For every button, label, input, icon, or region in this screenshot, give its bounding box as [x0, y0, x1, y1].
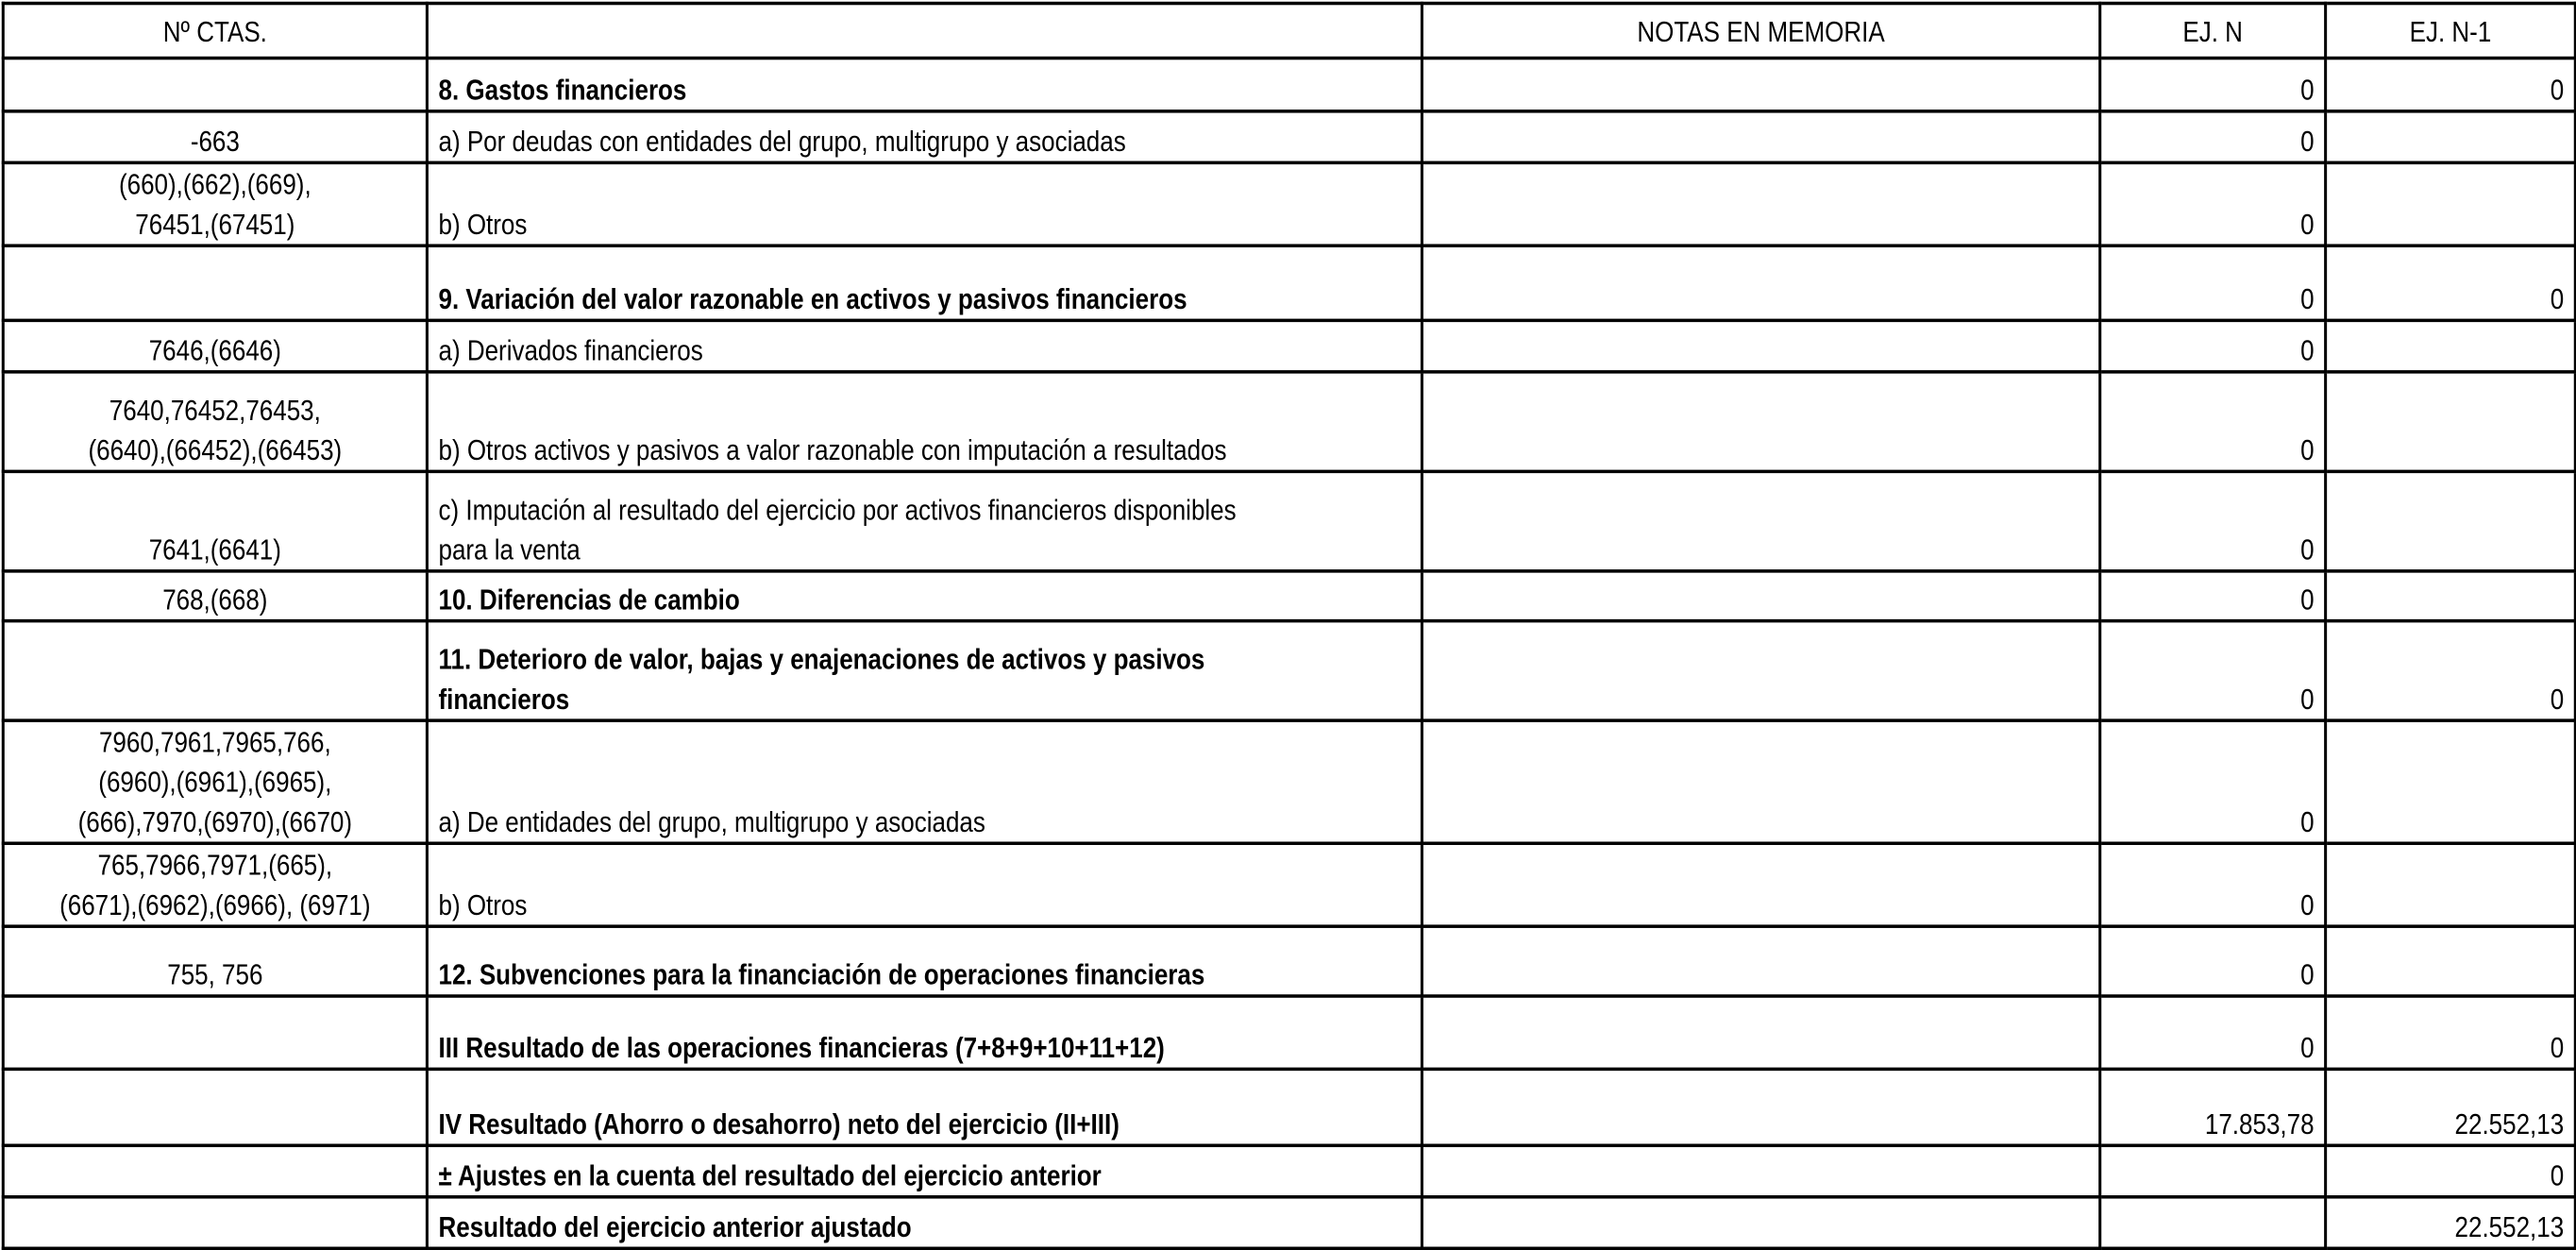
table-row [3, 1197, 2575, 1249]
text-line: 7640,76452,76453, [109, 393, 321, 427]
year-n-value: 0 [2100, 843, 2326, 926]
year-n-value: 0 [2100, 245, 2326, 320]
account-codes-cell [3, 843, 427, 926]
text-line: c) Imputación al resultado del ejercicio por activos financieros disponibles [438, 493, 1237, 527]
table-row [3, 1145, 2575, 1197]
table-row [3, 720, 2575, 843]
concept-cell [427, 320, 1422, 372]
header-year-n1: EJ. N-1 [2326, 4, 2576, 59]
year-n1-value: 0 [2326, 245, 2576, 320]
table-row [3, 111, 2575, 163]
year-n1-value [2326, 111, 2576, 163]
notes-cell [1422, 571, 2099, 621]
notes-cell [1422, 1069, 2099, 1145]
account-codes-cell [3, 926, 427, 996]
year-n-value: 0 [2100, 996, 2326, 1069]
table-row [3, 996, 2575, 1069]
notes-cell [1422, 996, 2099, 1069]
notes-cell [1422, 926, 2099, 996]
table-row [3, 245, 2575, 320]
notes-cell [1422, 320, 2099, 372]
year-n-value: 17.853,78 [2100, 1069, 2326, 1145]
header-row [3, 4, 2575, 59]
notes-cell [1422, 111, 2099, 163]
account-codes-cell [3, 621, 427, 721]
notes-cell [1422, 843, 2099, 926]
year-n-value: 0 [2100, 621, 2326, 721]
header-year-n: EJ. N [2100, 4, 2326, 59]
table-row [3, 59, 2575, 111]
table-row [3, 320, 2575, 372]
concept-cell [427, 162, 1422, 245]
header-concept [427, 4, 1422, 59]
year-n1-value: 22.552,13 [2326, 1069, 2576, 1145]
year-n-value: 0 [2100, 372, 2326, 472]
text-line: 76451,(67451) [135, 207, 295, 241]
concept-cell [427, 471, 1422, 571]
concept-cell [427, 720, 1422, 843]
concept-cell [427, 111, 1422, 163]
text-line: a) De entidades del grupo, multigrupo y asociadas [438, 804, 985, 838]
text-line: (660),(662),(669), [118, 167, 311, 201]
notes-cell [1422, 372, 2099, 472]
text-line: 755, 756 [167, 957, 263, 991]
text-line: (6671),(6962),(6966), (6971) [59, 887, 371, 921]
account-codes-cell [3, 1197, 427, 1249]
year-n1-value [2326, 372, 2576, 472]
year-n1-value: 0 [2326, 59, 2576, 111]
year-n-value [2100, 1145, 2326, 1197]
account-codes-cell [3, 571, 427, 621]
account-codes-cell [3, 720, 427, 843]
table-row [3, 1069, 2575, 1145]
text-line: ± Ajustes en la cuenta del resultado del ejercicio anterior [438, 1158, 1102, 1192]
account-codes-cell [3, 111, 427, 163]
text-line: 7960,7961,7965,766, [98, 725, 331, 759]
year-n-value [2100, 1197, 2326, 1249]
concept-cell [427, 843, 1422, 926]
account-codes-cell [3, 245, 427, 320]
notes-cell [1422, 59, 2099, 111]
year-n1-value [2326, 571, 2576, 621]
text-line: financieros [438, 682, 570, 716]
year-n1-value [2326, 471, 2576, 571]
account-codes-cell [3, 1069, 427, 1145]
year-n1-value [2326, 926, 2576, 996]
year-n-value: 0 [2100, 320, 2326, 372]
account-codes-cell [3, 996, 427, 1069]
year-n-value: 0 [2100, 162, 2326, 245]
text-line: a) Derivados financieros [438, 333, 703, 367]
year-n-value: 0 [2100, 571, 2326, 621]
table-row [3, 162, 2575, 245]
text-line: -663 [190, 124, 240, 159]
text-line: 9. Variación del valor razonable en activos y pasivos financieros [438, 281, 1187, 316]
text-line: 11. Deterioro de valor, bajas y enajenaciones de activos y pasivos [438, 642, 1205, 676]
concept-cell [427, 926, 1422, 996]
text-line: 12. Subvenciones para la financiación de operaciones financieras [438, 957, 1205, 991]
notes-cell [1422, 471, 2099, 571]
year-n1-value [2326, 720, 2576, 843]
results-table [2, 2, 2576, 1250]
table-row [3, 621, 2575, 721]
account-codes-cell [3, 372, 427, 472]
header-notes: NOTAS EN MEMORIA [1422, 4, 2099, 59]
text-line: b) Otros [438, 207, 528, 241]
account-codes-cell [3, 162, 427, 245]
text-line: (6640),(66452),(66453) [88, 432, 343, 467]
notes-cell [1422, 245, 2099, 320]
concept-cell [427, 1145, 1422, 1197]
concept-cell [427, 996, 1422, 1069]
text-line: III Resultado de las operaciones financieras (7+8+9+10+11+12) [438, 1030, 1165, 1065]
concept-cell [427, 59, 1422, 111]
concept-cell [427, 372, 1422, 472]
table-row [3, 471, 2575, 571]
text-line: para la venta [438, 532, 581, 566]
notes-cell [1422, 720, 2099, 843]
text-line: 7646,(6646) [148, 333, 281, 367]
table-row [3, 571, 2575, 621]
text-line: (6960),(6961),(6965), [98, 765, 332, 799]
year-n-value: 0 [2100, 926, 2326, 996]
concept-cell [427, 1069, 1422, 1145]
concept-cell [427, 571, 1422, 621]
header-accounts: Nº CTAS. [3, 4, 427, 59]
year-n1-value: 0 [2326, 1145, 2576, 1197]
text-line: 768,(668) [162, 583, 268, 617]
text-line: 8. Gastos financieros [438, 73, 687, 107]
concept-cell [427, 245, 1422, 320]
account-codes-cell [3, 1145, 427, 1197]
table-row [3, 372, 2575, 472]
text-line: b) Otros [438, 887, 528, 921]
year-n1-value [2326, 162, 2576, 245]
notes-cell [1422, 621, 2099, 721]
text-line: 7641,(6641) [148, 532, 281, 566]
text-line: a) Por deudas con entidades del grupo, multigrupo y asociadas [438, 124, 1126, 159]
table-row [3, 843, 2575, 926]
account-codes-cell [3, 320, 427, 372]
text-line: (666),7970,(6970),(6670) [77, 804, 353, 838]
year-n-value: 0 [2100, 720, 2326, 843]
text-line: 765,7966,7971,(665), [97, 848, 333, 882]
text-line: 10. Diferencias de cambio [438, 583, 740, 617]
account-codes-cell [3, 471, 427, 571]
table-row [3, 926, 2575, 996]
text-line: IV Resultado (Ahorro o desahorro) neto del ejercicio (II+III) [438, 1106, 1120, 1141]
year-n1-value: 0 [2326, 996, 2576, 1069]
year-n-value: 0 [2100, 111, 2326, 163]
year-n1-value [2326, 320, 2576, 372]
year-n1-value [2326, 843, 2576, 926]
year-n-value: 0 [2100, 59, 2326, 111]
year-n1-value: 0 [2326, 621, 2576, 721]
notes-cell [1422, 1197, 2099, 1249]
account-codes-cell [3, 59, 427, 111]
year-n-value: 0 [2100, 471, 2326, 571]
concept-cell [427, 1197, 1422, 1249]
notes-cell [1422, 162, 2099, 245]
concept-cell [427, 621, 1422, 721]
text-line: Resultado del ejercicio anterior ajustado [438, 1209, 912, 1244]
text-line: b) Otros activos y pasivos a valor razonable con imputación a resultados [438, 432, 1227, 467]
notes-cell [1422, 1145, 2099, 1197]
year-n1-value: 22.552,13 [2326, 1197, 2576, 1249]
